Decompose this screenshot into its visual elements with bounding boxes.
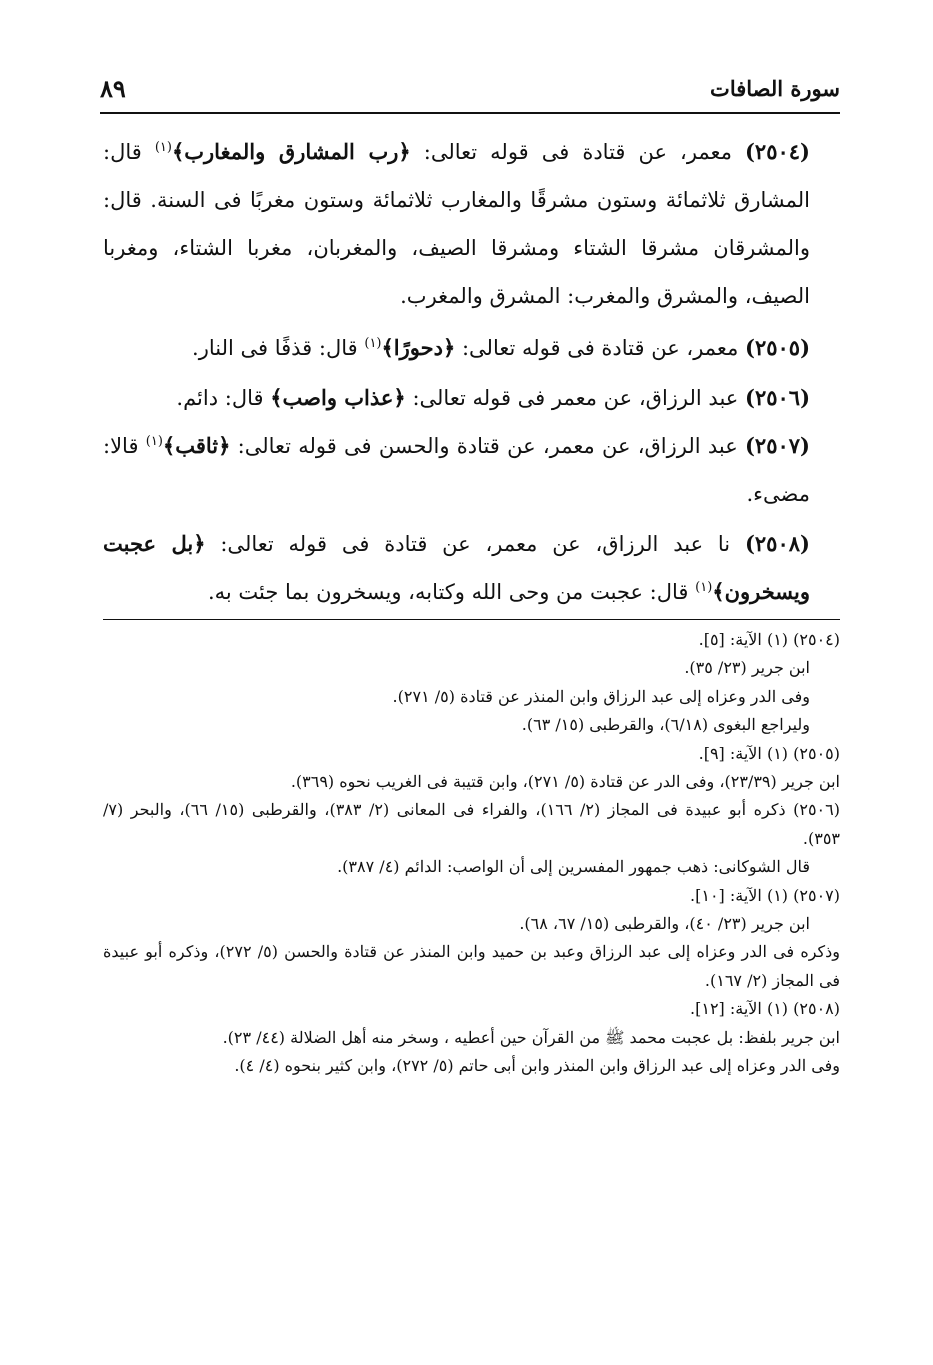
quran-quote: ﴿دحورًا﴾ (381, 335, 456, 360)
footnote-head: (٢٥٠٦) ذكره أبو عبيدة فى المجاز (٢/ ١٦٦)، والفراء فى المعانى (٢/ ٣٨٣)، والقرطبى (١٥/ ٦٦)، والبحر (٧/ ٣٥٣). (103, 800, 840, 848)
entry-number: (٢٥٠٤) (744, 139, 810, 164)
entry-2506 (103, 374, 840, 422)
entry-text: قال: دائم. (176, 386, 264, 410)
entry-2508 (103, 520, 840, 616)
entry-number: (٢٥٠٦) (745, 385, 810, 410)
entry-number: (٢٥٠٥) (745, 335, 810, 360)
running-header (100, 76, 840, 112)
entry-text: قالا: مضىء. (103, 434, 810, 506)
footnote-line: ابن جرير بلفظ: بل عجبت محمد ﷺ من القرآن حين أعطيه ، وسخر منه أهل الضلالة (٤٤/ ٢٣). (222, 1027, 840, 1047)
footnote-head: (٢٥٠٥) (١) الآية: [٩]. (698, 743, 840, 763)
entry-text: قال: قذفًا فى النار. (192, 336, 358, 360)
footnote-line: وذكره فى الدر وعزاه إلى عبد الرزاق وعبد بن حميد وابن المنذر عن قتادة والحسن (٥/ ٢٧٢)، وذكره أبو عبيدة فى المجاز (٢/ ١٦٧). (103, 942, 841, 990)
main-text (103, 128, 840, 616)
footnote-marker: (١) (695, 580, 713, 595)
footnote-line: وفى الدر وعزاه إلى عبد الرزاق وابن المنذر وابن أبى حاتم (٥/ ٢٧٢)، وابن كثير بنحوه (٤/ ٤). (234, 1056, 840, 1076)
entry-lead: معمر، عن قتادة فى قوله تعالى: (423, 140, 732, 164)
quran-quote: ﴿رب المشارق والمغارب﴾ (171, 139, 411, 164)
entry-2505 (103, 324, 840, 372)
quran-quote: ﴿ثاقب﴾ (162, 433, 231, 458)
entry-lead: معمر، عن قتادة فى قوله تعالى: (461, 336, 739, 360)
quran-quote: ﴿بل عجبت ويسخرون﴾ (103, 531, 810, 604)
entry-number: (٢٥٠٧) (744, 433, 810, 458)
entry-2504 (103, 128, 840, 320)
entry-text: قال: عجبت من وحى الله وكتابه، ويسخرون بما جئت به. (207, 580, 689, 604)
footnote-line: ابن جرير (٢٣/ ٣٥). (684, 658, 810, 678)
footnote-head: (٢٥٠٤) (١) الآية: [٥]. (698, 630, 840, 649)
quran-quote: ﴿عذاب واصب﴾ (270, 385, 406, 410)
entry-2507 (103, 422, 840, 518)
footnote-separator (103, 619, 840, 620)
footnote-head: (٢٥٠٧) (١) الآية: [١٠]. (690, 885, 840, 905)
footnote-marker: (١) (145, 434, 163, 449)
footnote-line: وفى الدر وعزاه إلى عبد الرزاق وابن المنذر عن قتادة (٥/ ٢٧١). (392, 686, 810, 706)
footnote-marker: (١) (154, 140, 172, 155)
footnotes (103, 626, 840, 1081)
footnote-marker: (١) (364, 336, 382, 351)
footnote-line: وليراجع البغوى (٦/١٨)، والقرطبى (١٥/ ٦٣). (521, 715, 810, 735)
header-rule (100, 112, 840, 114)
footnote-line: قال الشوكانى: ذهب جمهور المفسرين إلى أن الواصب: الدائم (٤/ ٣٨٧). (337, 857, 810, 877)
page-number: ٨٩ (100, 74, 126, 103)
entry-lead: عبد الرزاق، عن معمر فى قوله تعالى: (412, 386, 739, 410)
entry-number: (٢٥٠٨) (744, 531, 810, 556)
footnote-line: ابن جرير (٢٣/ ٤٠)، والقرطبى (١٥/ ٦٧، ٦٨). (519, 914, 810, 934)
footnote-line: ابن جرير (٢٣/٣٩)، وفى الدر عن قتادة (٥/ ٢٧١)، وابن قتيبة فى الغريب نحوه (٣٦٩). (290, 772, 840, 792)
surah-title: سورة الصافات (710, 76, 840, 101)
footnote-head: (٢٥٠٨) (١) الآية: [١٢]. (690, 999, 840, 1019)
entry-lead: عبد الرزاق، عن معمر، عن قتادة والحسن فى قوله تعالى: (237, 434, 738, 458)
entry-lead: نا عبد الرزاق، عن معمر، عن قتادة فى قوله تعالى: (220, 532, 731, 556)
entry-text: قال: المشارق ثلاثمائة وستون مشرقًا والمغارب ثلاثمائة وستون مغربًا فى السنة. قال: والمشرقان مشرقا الشتاء ومشرقا الصيف، والمغربان، مغربا الشتاء، ومغربا الصيف، والمشرق والمغرب: المشرق والمغرب. (103, 140, 810, 308)
